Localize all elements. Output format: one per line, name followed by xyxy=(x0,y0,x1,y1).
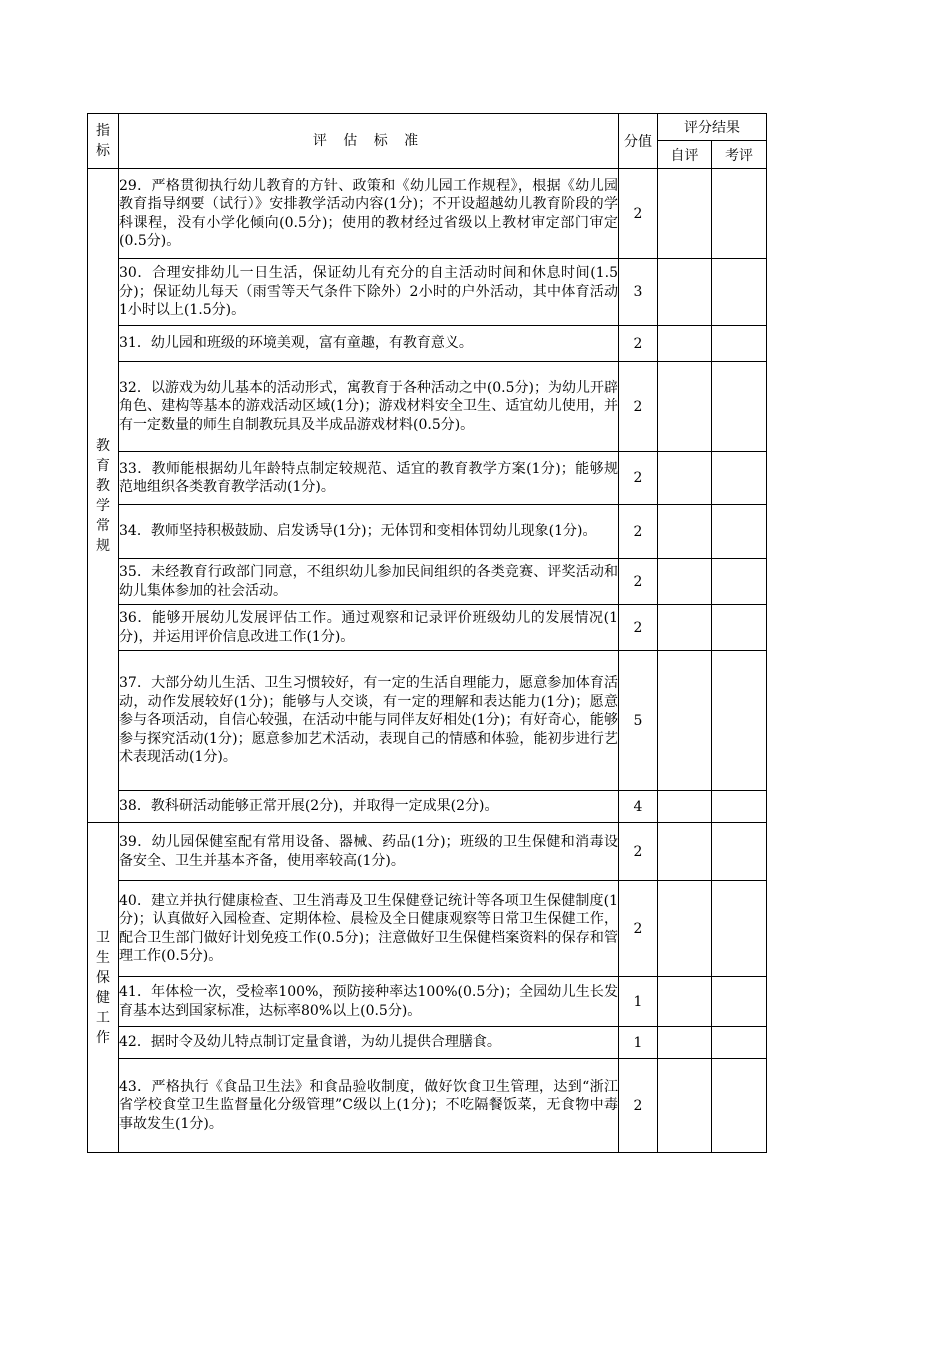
self-eval-cell[interactable] xyxy=(658,505,712,559)
score-cell: 1 xyxy=(619,1027,658,1059)
header-self: 自评 xyxy=(658,141,712,169)
score-cell: 2 xyxy=(619,362,658,452)
table-row xyxy=(88,977,767,1027)
criteria-cell: 43．严格执行《食品卫生法》和食品验收制度，做好饮食卫生管理，达到“浙江省学校食堂卫生监督量化分级管理”C级以上(1分)；不吃隔餐饭菜，无食物中毒事故发生(1分)。 xyxy=(119,1059,619,1153)
table-row xyxy=(88,452,767,505)
score-cell: 2 xyxy=(619,559,658,605)
table-body xyxy=(88,114,767,1153)
table-row xyxy=(88,651,767,791)
exam-eval-cell[interactable] xyxy=(712,977,767,1027)
score-cell: 2 xyxy=(619,169,658,259)
criteria-cell: 31．幼儿园和班级的环境美观，富有童趣，有教育意义。 xyxy=(119,326,619,362)
exam-eval-cell[interactable] xyxy=(712,169,767,259)
criteria-cell: 29．严格贯彻执行幼儿教育的方针、政策和《幼儿园工作规程》，根据《幼儿园教育指导纲要（试行）》安排教学活动内容(1分)；不开设超越幼儿教育阶段的学科课程，没有小学化倾向(0.5分)；使用的教材经过省级以上教材审定部门审定(0.5分)。 xyxy=(119,169,619,259)
score-cell: 2 xyxy=(619,605,658,651)
criteria-cell: 36．能够开展幼儿发展评估工作。通过观察和记录评价班级幼儿的发展情况(1分)，并运用评价信息改进工作(1分)。 xyxy=(119,605,619,651)
exam-eval-cell[interactable] xyxy=(712,823,767,881)
header-exam: 考评 xyxy=(712,141,767,169)
criteria-cell: 35．未经教育行政部门同意，不组织幼儿参加民间组织的各类竞赛、评奖活动和幼儿集体参加的社会活动。 xyxy=(119,559,619,605)
section-indicator-text: 教育教学常规 xyxy=(96,437,110,554)
score-cell: 5 xyxy=(619,651,658,791)
table-row xyxy=(88,605,767,651)
exam-eval-cell[interactable] xyxy=(712,651,767,791)
self-eval-cell[interactable] xyxy=(658,1027,712,1059)
self-eval-cell[interactable] xyxy=(658,169,712,259)
table-row xyxy=(88,823,767,881)
criteria-cell: 32．以游戏为幼儿基本的活动形式，寓教育于各种活动之中(0.5分)；为幼儿开辟角色、建构等基本的游戏活动区域(1分)；游戏材料安全卫生、适宜幼儿使用，并有一定数量的师生自制教玩具及半成品游戏材料(0.5分)。 xyxy=(119,362,619,452)
criteria-cell: 39．幼儿园保健室配有常用设备、器械、药品(1分)；班级的卫生保健和消毒设备安全、卫生并基本齐备，使用率较高(1分)。 xyxy=(119,823,619,881)
table-row xyxy=(88,259,767,326)
score-cell: 2 xyxy=(619,326,658,362)
section-indicator-text: 卫生保健工作 xyxy=(96,929,110,1046)
criteria-cell: 42．据时令及幼儿特点制订定量食谱，为幼儿提供合理膳食。 xyxy=(119,1027,619,1059)
table-row xyxy=(88,559,767,605)
exam-eval-cell[interactable] xyxy=(712,259,767,326)
table-row xyxy=(88,326,767,362)
self-eval-cell[interactable] xyxy=(658,559,712,605)
table-row xyxy=(88,881,767,977)
exam-eval-cell[interactable] xyxy=(712,326,767,362)
table-row xyxy=(88,1027,767,1059)
self-eval-cell[interactable] xyxy=(658,977,712,1027)
self-eval-cell[interactable] xyxy=(658,326,712,362)
score-cell: 1 xyxy=(619,977,658,1027)
self-eval-cell[interactable] xyxy=(658,1059,712,1153)
self-eval-cell[interactable] xyxy=(658,823,712,881)
score-cell: 2 xyxy=(619,452,658,505)
exam-eval-cell[interactable] xyxy=(712,362,767,452)
exam-eval-cell[interactable] xyxy=(712,559,767,605)
criteria-cell: 40．建立并执行健康检查、卫生消毒及卫生保健登记统计等各项卫生保健制度(1分)；认真做好入园检查、定期体检、晨检及全日健康观察等日常卫生保健工作，配合卫生部门做好计划免疫工作(0.5分)；注意做好卫生保健档案资料的保存和管理工作(0.5分)。 xyxy=(119,881,619,977)
exam-eval-cell[interactable] xyxy=(712,791,767,823)
criteria-cell: 41．年体检一次，受检率100%，预防接种率达100%(0.5分)；全园幼儿生长发育基本达到国家标准，达标率80%以上(0.5分)。 xyxy=(119,977,619,1027)
exam-eval-cell[interactable] xyxy=(712,452,767,505)
self-eval-cell[interactable] xyxy=(658,362,712,452)
table-row xyxy=(88,362,767,452)
criteria-cell: 37．大部分幼儿生活、卫生习惯较好，有一定的生活自理能力，愿意参加体育活动，动作发展较好(1分)；能够与人交谈，有一定的理解和表达能力(1分)；愿意参与各项活动，自信心较强，在活动中能与同伴友好相处(1分)；有好奇心，能够参与探究活动(1分)；愿意参加艺术活动，表现自己的情感和体验，能初步进行艺术表现活动(1分)。 xyxy=(119,651,619,791)
header-criteria: 评 估 标 准 xyxy=(119,114,619,169)
exam-eval-cell[interactable] xyxy=(712,1027,767,1059)
section-indicator xyxy=(88,823,119,1153)
header-result: 评分结果 xyxy=(658,114,767,141)
exam-eval-cell[interactable] xyxy=(712,881,767,977)
criteria-cell: 30．合理安排幼儿一日生活，保证幼儿有充分的自主活动时间和休息时间(1.5分)；保证幼儿每天（雨雪等天气条件下除外）2小时的户外活动，其中体育活动1小时以上(1.5分)。 xyxy=(119,259,619,326)
table-row xyxy=(88,505,767,559)
score-cell: 2 xyxy=(619,881,658,977)
self-eval-cell[interactable] xyxy=(658,605,712,651)
header-row-1 xyxy=(88,114,767,141)
exam-eval-cell[interactable] xyxy=(712,505,767,559)
score-cell: 2 xyxy=(619,823,658,881)
exam-eval-cell[interactable] xyxy=(712,1059,767,1153)
header-indicator-text: 指标 xyxy=(96,123,110,159)
header-score: 分值 xyxy=(619,114,658,169)
score-cell: 3 xyxy=(619,259,658,326)
table-row xyxy=(88,1059,767,1153)
evaluation-table xyxy=(87,113,767,1153)
score-cell: 4 xyxy=(619,791,658,823)
exam-eval-cell[interactable] xyxy=(712,605,767,651)
score-cell: 2 xyxy=(619,505,658,559)
self-eval-cell[interactable] xyxy=(658,259,712,326)
criteria-cell: 33．教师能根据幼儿年龄特点制定较规范、适宜的教育教学方案(1分)；能够规范地组织各类教育教学活动(1分)。 xyxy=(119,452,619,505)
score-cell: 2 xyxy=(619,1059,658,1153)
criteria-cell: 34．教师坚持积极鼓励、启发诱导(1分)；无体罚和变相体罚幼儿现象(1分)。 xyxy=(119,505,619,559)
self-eval-cell[interactable] xyxy=(658,651,712,791)
table-row xyxy=(88,169,767,259)
section-indicator xyxy=(88,169,119,823)
table-row xyxy=(88,791,767,823)
self-eval-cell[interactable] xyxy=(658,881,712,977)
self-eval-cell[interactable] xyxy=(658,452,712,505)
criteria-cell: 38．教科研活动能够正常开展(2分)，并取得一定成果(2分)。 xyxy=(119,791,619,823)
self-eval-cell[interactable] xyxy=(658,791,712,823)
header-indicator xyxy=(88,114,119,169)
